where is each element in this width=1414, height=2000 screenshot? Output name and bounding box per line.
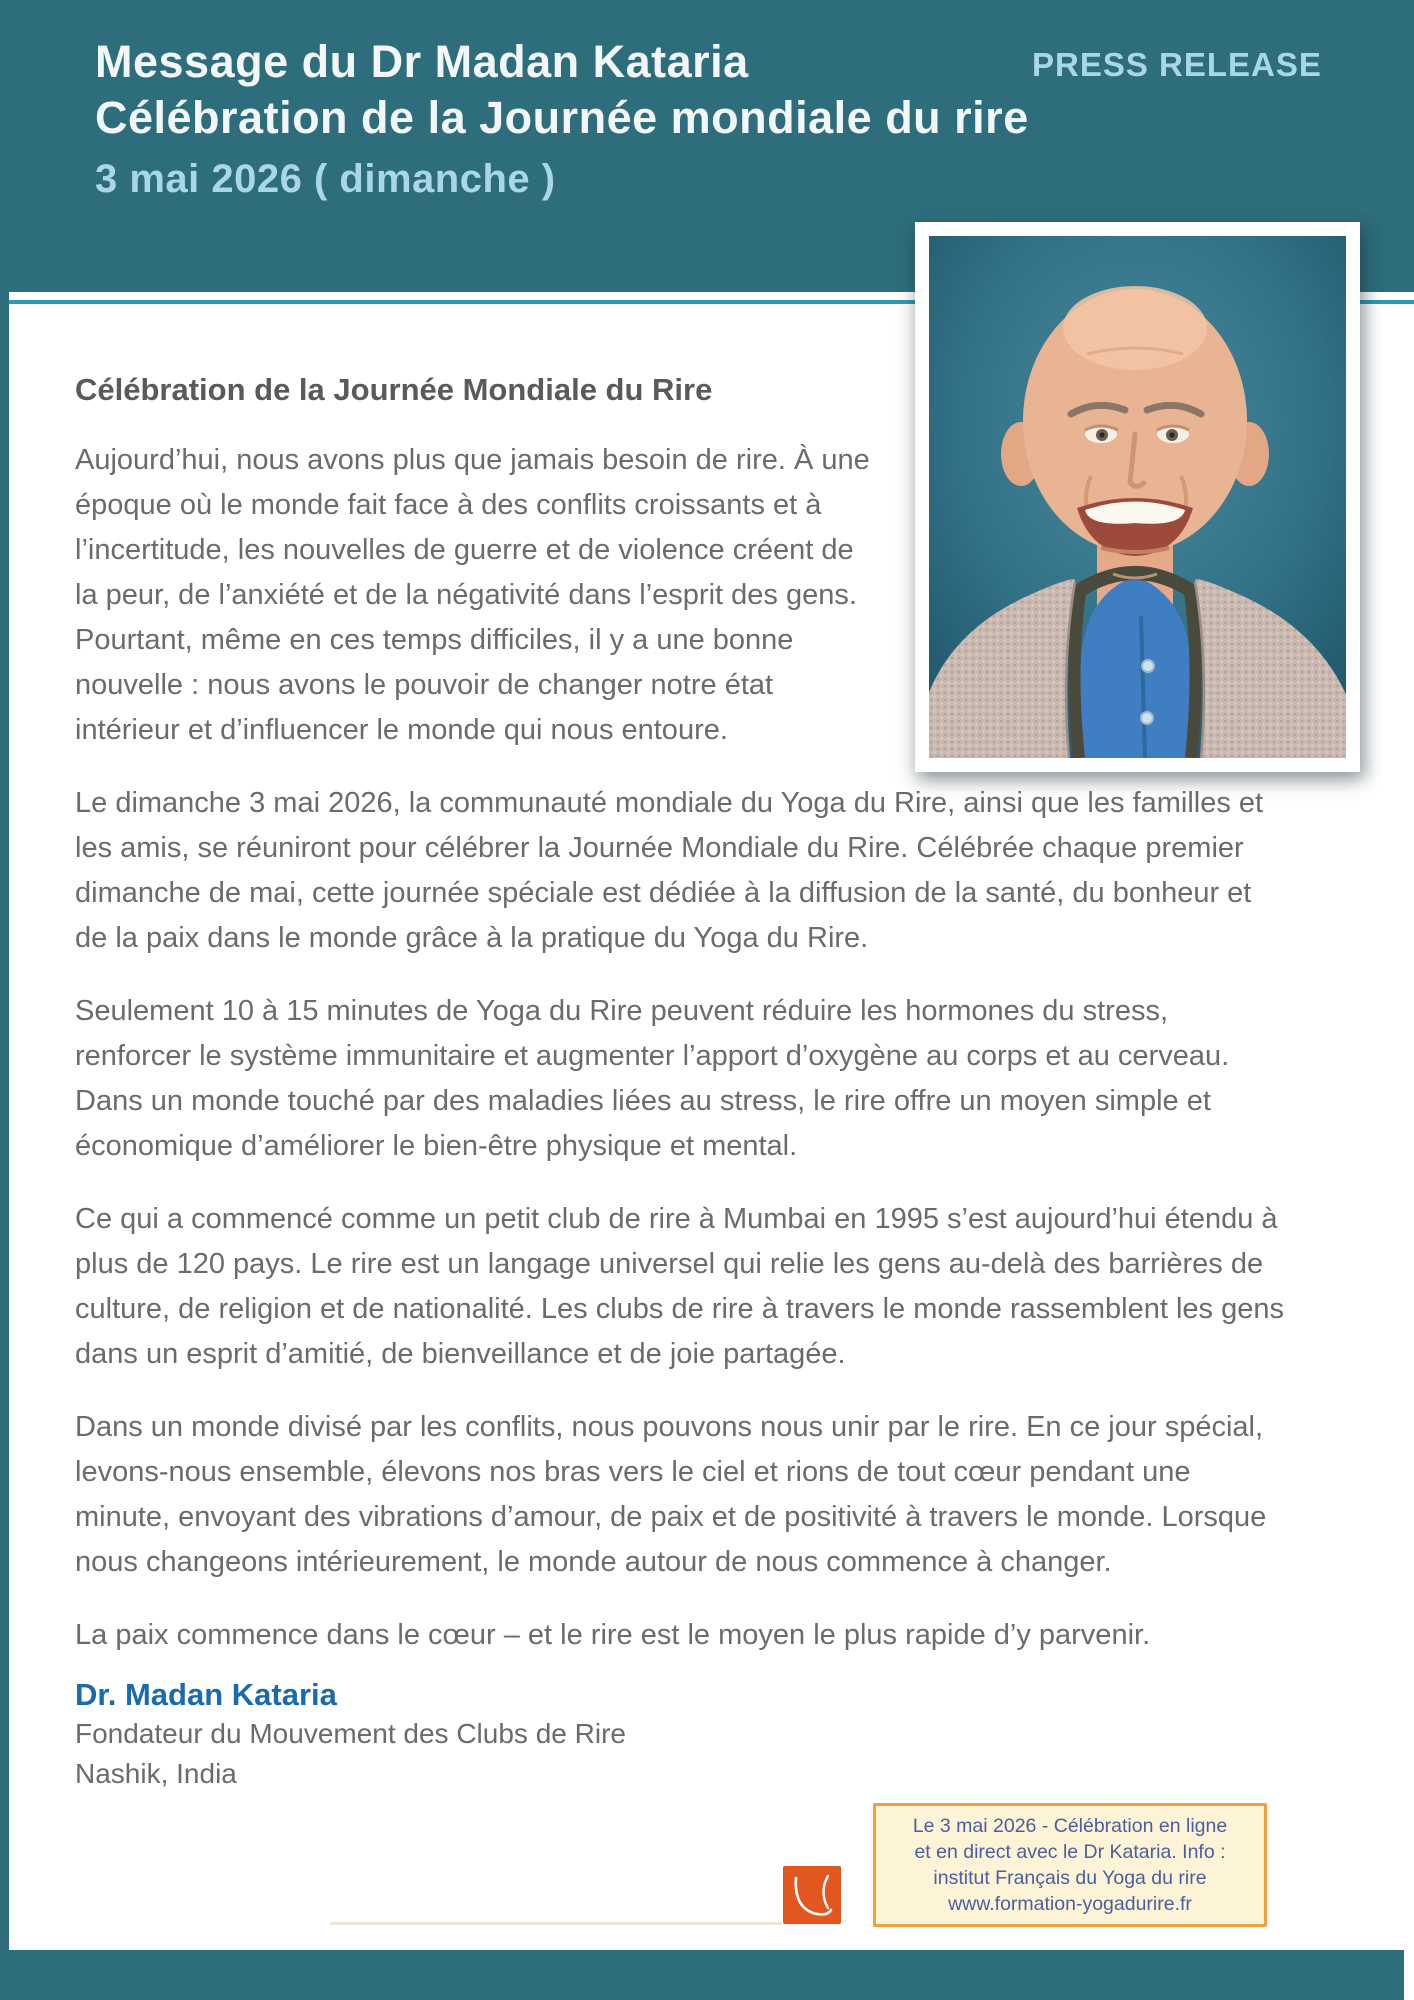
page-title-line2: Célébration de la Journée mondiale du rire: [95, 92, 1029, 143]
info-line-2: et en direct avec le Dr Kataria. Info :: [914, 1841, 1226, 1863]
paragraph-3: Seulement 10 à 15 minutes de Yoga du Rire peuvent réduire les hormones du stress, renforcer le système immunitaire et augmenter l’apport d’oxygène au corps et au cerveau. Dans un monde touché par des maladies liées au stress, le rire offre un moyen simple et économique d’améliorer le bien-être physique et mental.: [75, 995, 1230, 1162]
header-title-block: [95, 34, 1029, 204]
document-heading: Célébration de la Journée Mondiale du Rire: [75, 372, 713, 407]
page-title-line1: Message du Dr Madan Kataria: [95, 36, 749, 87]
signature-location: Nashik, India: [75, 1758, 237, 1789]
laughter-yoga-logo-icon: [783, 1866, 841, 1924]
left-border-stripe: [0, 0, 9, 2000]
laughter-yoga-logo: [783, 1866, 841, 1924]
signature-rule: [330, 1922, 782, 1925]
info-line-1: Le 3 mai 2026 - Célébration en ligne: [912, 1815, 1228, 1837]
paragraph-5: Dans un monde divisé par les conflits, nous pouvons nous unir par le rire. En ce jour spécial, levons-nous ensemble, élevons nos bras vers le ciel et rions de tout cœur pendant une minute, envoyant des vibrations d’amour, de paix et de positivité à travers le monde. Lorsque nous changeons intérieurement, le monde autour de nous commence à changer.: [75, 1411, 1267, 1578]
press-release-badge: PRESS RELEASE: [1032, 46, 1322, 83]
info-website-link[interactable]: www.formation-yogadurire.fr: [948, 1893, 1192, 1915]
event-date: 3 mai 2026 ( dimanche ): [95, 157, 556, 201]
footer-band: [0, 1950, 1404, 2000]
paragraph-1: Aujourd’hui, nous avons plus que jamais besoin de rire. À une époque où le monde fait face à des conflits croissants et à l’incertitude, les nouvelles de guerre et de violence créent de la peur, de l’anxiété et de la négativité dans l’esprit des gens. Pourtant, même en ces temps difficiles, il y a une bonne nouvelle : nous avons le pouvoir de changer notre état intérieur et d’influencer le monde qui nous entoure.: [75, 444, 870, 746]
paragraph-4: Ce qui a commencé comme un petit club de rire à Mumbai en 1995 s’est aujourd’hui étendu à plus de 120 pays. Le rire est un langage universel qui relie les gens au-delà des barrières de culture, de religion et de nationalité. Les clubs de rire à travers le monde rassemblent les gens dans un esprit d’amitié, de bienveillance et de joie partagée.: [75, 1203, 1284, 1370]
document-body: [75, 304, 1340, 1794]
info-line-3: institut Français du Yoga du rire: [933, 1867, 1207, 1889]
signature-block: [75, 1676, 1340, 1794]
signature-role: Fondateur du Mouvement des Clubs de Rire: [75, 1718, 626, 1749]
paragraph-6: La paix commence dans le cœur – et le rire est le moyen le plus rapide d’y parvenir.: [75, 1619, 1151, 1651]
signature-name: Dr. Madan Kataria: [75, 1677, 337, 1712]
paragraph-2: Le dimanche 3 mai 2026, la communauté mondiale du Yoga du Rire, ainsi que les familles et les amis, se réuniront pour célébrer la Journée Mondiale du Rire. Célébrée chaque premier dimanche de mai, cette journée spéciale est dédiée à la diffusion de la santé, du bonheur et de la paix dans le monde grâce à la pratique du Yoga du Rire.: [75, 787, 1264, 954]
event-info-box: [873, 1803, 1267, 1927]
